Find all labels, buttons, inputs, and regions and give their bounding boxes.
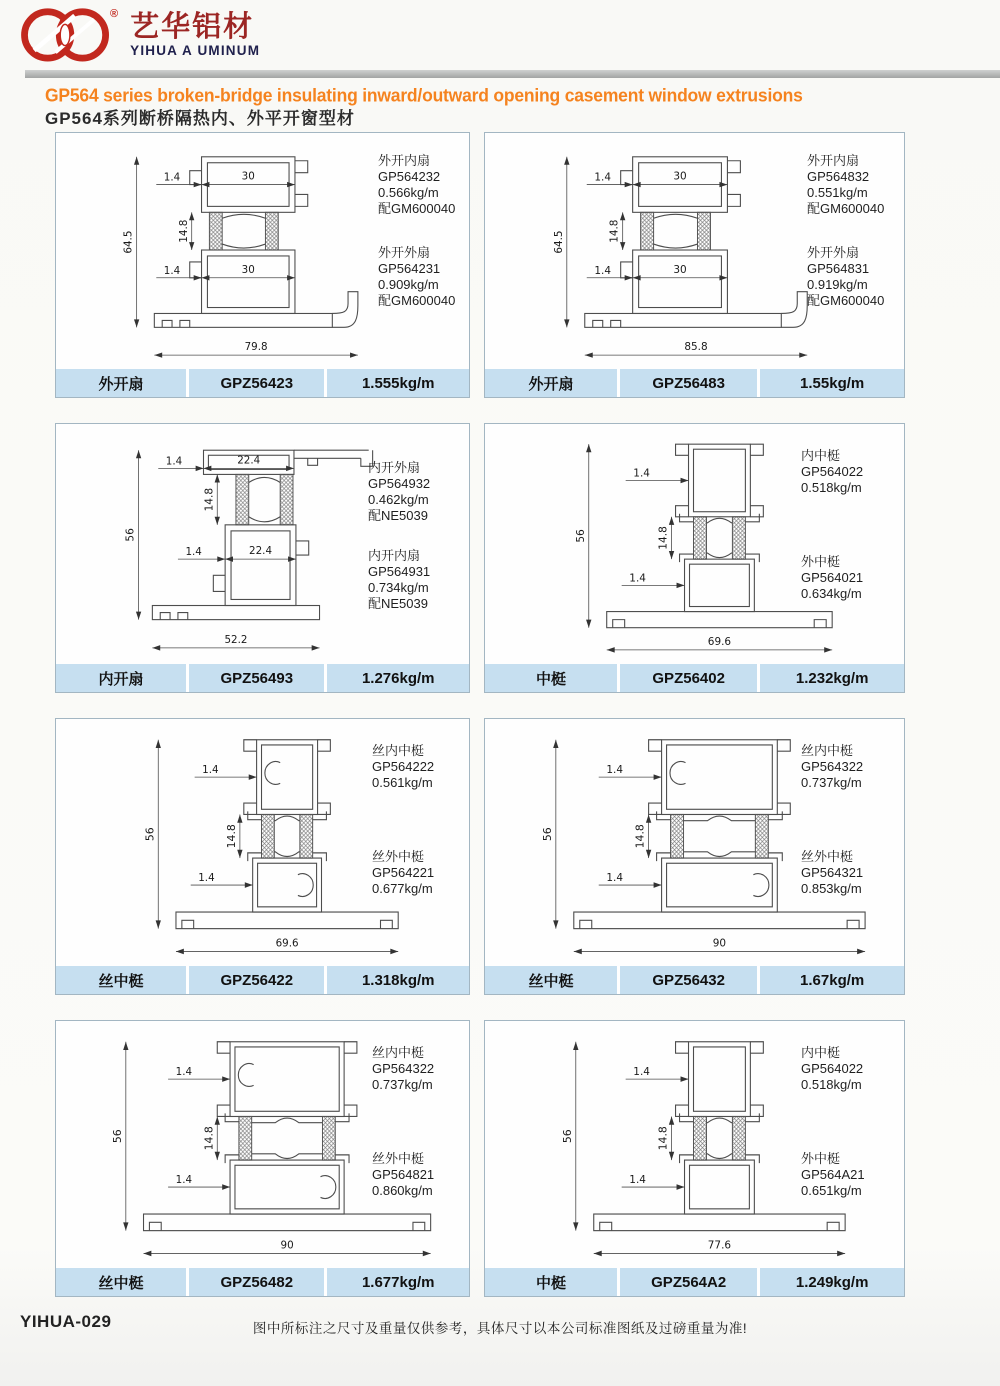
svg-text:85.8: 85.8: [684, 341, 708, 354]
profile-panel: [484, 423, 905, 693]
annotation-name: 丝内中梃: [372, 743, 425, 758]
svg-text:1.4: 1.4: [629, 572, 646, 585]
annotation-block-outer: [368, 548, 430, 612]
svg-text:1.4: 1.4: [165, 455, 183, 468]
annotation-block-inner: [378, 153, 455, 217]
svg-text:14.8: 14.8: [608, 219, 621, 243]
svg-text:14.8: 14.8: [202, 1126, 216, 1151]
svg-text:1.4: 1.4: [594, 264, 612, 277]
svg-text:1.4: 1.4: [175, 1172, 193, 1186]
disclaimer-text: 图中所标注之尺寸及重量仅供参考，具体尺寸以本公司标准图纸及过磅重量为准!: [252, 1321, 748, 1336]
annotation-name: 内开外扇: [368, 460, 421, 475]
svg-text:56: 56: [124, 528, 137, 542]
profile-weight-cell: 1.67kg/m: [757, 966, 904, 994]
brand-block: [18, 6, 260, 62]
profile-drawing: [485, 1021, 904, 1268]
annotation-block-outer: [801, 1151, 865, 1199]
annotation-weight: 0.737kg/m: [801, 775, 862, 790]
annotation-name: 内开内扇: [368, 548, 421, 563]
annotation-weight: 0.566kg/m: [378, 185, 439, 200]
annotation-code: GP564222: [372, 759, 435, 774]
yihua-logo-icon: [18, 6, 119, 62]
annotation-name: 外中梃: [801, 554, 841, 569]
annotation-block-inner: [368, 460, 430, 524]
svg-text:1.4: 1.4: [633, 1064, 650, 1079]
profile-panel: [484, 132, 905, 398]
brand-name-en: YIHUA A UMINUM: [130, 43, 261, 59]
profile-name-cell: 外开扇: [98, 375, 144, 393]
annotation-weight: 0.853kg/m: [801, 881, 862, 896]
annotation-weight: 0.462kg/m: [368, 492, 429, 507]
annotation-code: GP564231: [378, 261, 441, 276]
annotation-weight: 0.651kg/m: [801, 1183, 862, 1198]
annotation-name: 外中梃: [801, 1151, 841, 1166]
profile-drawing: [485, 719, 904, 966]
annotation-block-inner: [801, 743, 863, 791]
profile-code-cell: GPZ56432: [617, 966, 757, 994]
svg-text:77.6: 77.6: [707, 1238, 732, 1252]
svg-text:30: 30: [241, 263, 255, 276]
profile-name-cell: 中梃: [535, 1274, 566, 1292]
annotation-name: 丝内中梃: [372, 1045, 425, 1060]
svg-text:14.8: 14.8: [657, 526, 670, 550]
annotation-match: 配GM600040: [807, 201, 885, 216]
profile-summary-row: [56, 966, 469, 994]
annotation-code: GP564232: [378, 169, 441, 184]
annotation-name: 丝外中梃: [372, 849, 425, 864]
profile-drawing: [56, 424, 469, 664]
profile-code-cell: GPZ56482: [186, 1268, 324, 1296]
annotation-weight: 0.919kg/m: [807, 277, 868, 292]
annotation-block-outer: [801, 849, 863, 897]
profile-name-cell: 中梃: [535, 670, 566, 688]
svg-text:90: 90: [712, 936, 727, 950]
page-code: YIHUA-029: [20, 1312, 112, 1331]
svg-text:1.4: 1.4: [163, 264, 181, 277]
svg-text:30: 30: [673, 170, 687, 183]
annotation-match: 配NE5039: [368, 508, 428, 523]
annotation-weight: 0.860kg/m: [372, 1183, 433, 1198]
svg-text:1.4: 1.4: [185, 545, 202, 559]
svg-text:1.4: 1.4: [633, 467, 650, 480]
annotation-code: GP564322: [372, 1061, 435, 1076]
profile-drawing: [485, 133, 904, 369]
svg-text:30: 30: [241, 170, 255, 183]
annotation-name: 丝外中梃: [801, 849, 854, 864]
profile-name-cell: 丝中梃: [98, 972, 144, 990]
annotation-code: GP564022: [801, 1061, 864, 1076]
annotation-name: 丝外中梃: [372, 1151, 425, 1166]
profile-name-cell: 丝中梃: [528, 972, 574, 990]
svg-text:14.8: 14.8: [656, 1126, 670, 1151]
annotation-code: GP564322: [801, 759, 864, 774]
profile-panel: [55, 423, 470, 693]
annotation-weight: 0.561kg/m: [372, 775, 433, 790]
svg-text:79.8: 79.8: [244, 341, 268, 354]
annotation-name: 内中梃: [801, 1045, 841, 1060]
profile-summary-row: [485, 966, 904, 994]
annotation-block-inner: [372, 1045, 434, 1093]
profile-weight-cell: 1.55kg/m: [757, 369, 904, 397]
svg-text:1.4: 1.4: [163, 171, 181, 184]
profile-panel: [55, 718, 470, 995]
annotation-match: 配GM600040: [378, 293, 456, 308]
profile-summary-row: [485, 369, 904, 397]
svg-text:30: 30: [673, 263, 687, 276]
profile-weight-cell: 1.249kg/m: [757, 1268, 904, 1296]
svg-text:69.6: 69.6: [275, 936, 299, 950]
profile-drawing: [56, 133, 469, 369]
annotation-name: 外开外扇: [807, 245, 860, 260]
profile-panel: [55, 132, 470, 398]
profile-code-cell: GPZ56423: [186, 369, 324, 397]
svg-text:69.6: 69.6: [707, 635, 732, 648]
svg-text:64.5: 64.5: [552, 230, 565, 254]
annotation-code: GP564821: [372, 1167, 435, 1182]
profile-panel: [484, 1020, 905, 1297]
profile-summary-row: [56, 369, 469, 397]
series-title-cn: GP564系列断桥隔热内、外平开窗型材: [45, 109, 355, 128]
annotation-code: GP564022: [801, 464, 864, 479]
svg-text:1.4: 1.4: [202, 762, 219, 777]
annotation-weight: 0.734kg/m: [368, 580, 429, 595]
profile-name-cell: 内开扇: [98, 670, 144, 688]
annotation-block-inner: [807, 153, 884, 217]
profile-summary-row: [485, 664, 904, 692]
profile-summary-row: [485, 1268, 904, 1296]
svg-text:1.4: 1.4: [594, 171, 612, 184]
annotation-code: GP564932: [368, 476, 431, 491]
profile-drawing: [56, 1021, 469, 1268]
annotation-name: 外开内扇: [807, 153, 860, 168]
profile-name-cell: 外开扇: [528, 375, 574, 393]
annotation-match: 配GM600040: [807, 293, 885, 308]
profile-code-cell: GPZ56483: [617, 369, 757, 397]
profile-panel: [484, 718, 905, 995]
series-title-en: GP564 series broken-bridge insulating inward/outward opening casement window extrusions: [45, 84, 803, 106]
annotation-block-outer: [372, 1151, 434, 1199]
annotation-code: GP564021: [801, 570, 864, 585]
brand-name-cn: 艺华铝材: [130, 11, 255, 43]
annotation-weight: 0.551kg/m: [807, 185, 868, 200]
brand-text: [130, 6, 260, 58]
annotation-block-outer: [378, 245, 455, 309]
profile-code-cell: GPZ56493: [186, 664, 324, 692]
profile-weight-cell: 1.276kg/m: [324, 664, 469, 692]
profile-drawing: [485, 424, 904, 664]
annotation-code: GP564931: [368, 564, 431, 579]
profile-summary-row: [56, 1268, 469, 1296]
profile-code-cell: GPZ56402: [617, 664, 757, 692]
svg-text:1.4: 1.4: [606, 762, 624, 777]
profile-weight-cell: 1.318kg/m: [324, 966, 469, 994]
svg-text:22.4: 22.4: [249, 544, 273, 558]
profile-panel: [55, 1020, 470, 1297]
svg-text:14.8: 14.8: [225, 824, 238, 849]
profile-name-cell: 丝中梃: [98, 1274, 144, 1292]
annotation-block-inner: [372, 743, 434, 791]
profile-weight-cell: 1.555kg/m: [324, 369, 469, 397]
svg-text:52.2: 52.2: [224, 633, 248, 646]
svg-text:1.4: 1.4: [629, 1172, 646, 1186]
profile-code-cell: GPZ564A2: [617, 1268, 757, 1296]
annotation-match: 配GM600040: [378, 201, 456, 216]
annotation-weight: 0.518kg/m: [801, 1077, 862, 1092]
annotation-block-inner: [801, 448, 863, 496]
svg-text:64.5: 64.5: [122, 230, 135, 254]
annotation-code: GP564831: [807, 261, 870, 276]
svg-text:14.8: 14.8: [633, 824, 647, 849]
svg-text:1.4: 1.4: [606, 870, 624, 884]
annotation-match: 配NE5039: [368, 596, 428, 611]
annotation-code: GP564A21: [801, 1167, 865, 1182]
divider-bar: [25, 70, 1000, 78]
annotation-block-outer: [807, 245, 884, 309]
annotation-code: GP564321: [801, 865, 864, 880]
annotation-code: GP564221: [372, 865, 435, 880]
annotation-name: 外开外扇: [378, 245, 431, 260]
annotation-weight: 0.737kg/m: [372, 1077, 433, 1092]
profile-summary-row: [56, 664, 469, 692]
svg-text:1.4: 1.4: [198, 870, 215, 884]
svg-text:56: 56: [560, 1129, 574, 1144]
annotation-weight: 0.518kg/m: [801, 480, 862, 495]
svg-text:14.8: 14.8: [177, 219, 190, 243]
annotation-block-inner: [801, 1045, 863, 1093]
annotation-name: 丝内中梃: [801, 743, 854, 758]
annotation-code: GP564832: [807, 169, 870, 184]
annotation-weight: 0.909kg/m: [378, 277, 439, 292]
profile-weight-cell: 1.232kg/m: [757, 664, 904, 692]
svg-text:14.8: 14.8: [203, 487, 216, 512]
svg-text:56: 56: [111, 1129, 124, 1144]
svg-text:1.4: 1.4: [175, 1064, 193, 1079]
annotation-weight: 0.677kg/m: [372, 881, 433, 896]
annotation-weight: 0.634kg/m: [801, 586, 862, 601]
profile-weight-cell: 1.677kg/m: [324, 1268, 469, 1296]
annotation-name: 外开内扇: [378, 153, 431, 168]
annotation-block-outer: [372, 849, 434, 897]
svg-text:56: 56: [143, 827, 157, 842]
annotation-block-outer: [801, 554, 863, 602]
profile-drawing: [56, 719, 469, 966]
profile-code-cell: GPZ56422: [186, 966, 324, 994]
svg-text:90: 90: [280, 1238, 294, 1252]
svg-text:22.4: 22.4: [237, 454, 261, 467]
annotation-name: 内中梃: [801, 448, 841, 463]
svg-text:56: 56: [541, 827, 554, 842]
svg-text:56: 56: [574, 529, 587, 543]
registered-mark: ®: [110, 8, 119, 20]
